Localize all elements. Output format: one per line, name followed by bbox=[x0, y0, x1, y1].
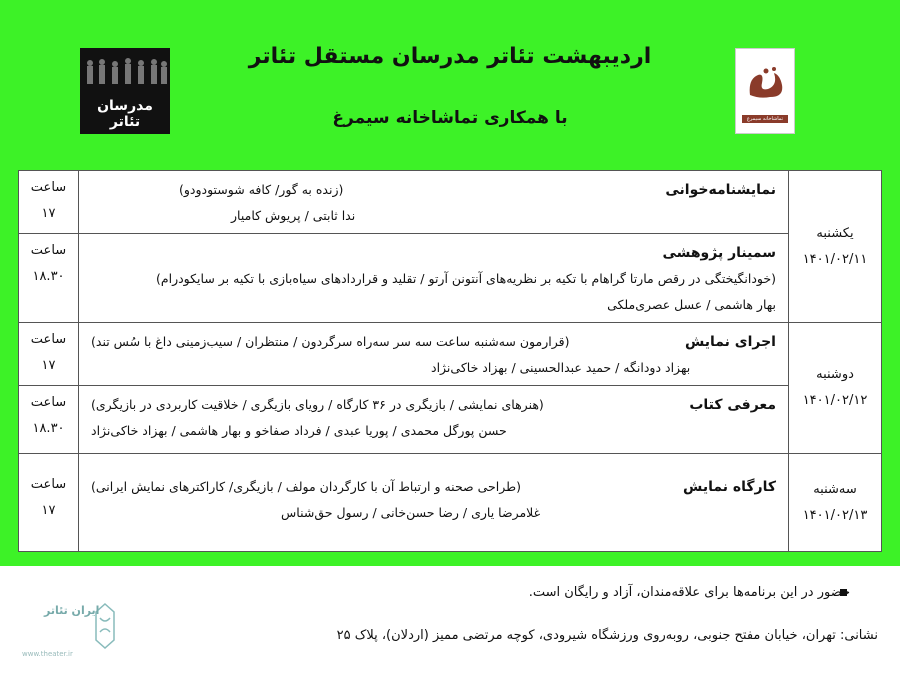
attendance-note: حضور در این برنامه‌ها برای علاقه‌مندان، آزاد و رایگان است. bbox=[528, 585, 850, 600]
event-category: نمایشنامه‌خوانی bbox=[665, 182, 776, 198]
time-cell bbox=[19, 171, 79, 234]
event-theme: (زنده به گور/ کافه شوستودودو) bbox=[179, 182, 344, 197]
event-theme: (قرارمون سه‌شنبه ساعت سه سر سه‌راه سرگردون / منتظران / سیب‌زمینی داغ با سُس تند) bbox=[91, 334, 570, 349]
day-cell bbox=[789, 323, 882, 454]
iran-theater-logo bbox=[22, 598, 120, 664]
page-subtitle: با همکاری تماشاخانه سیمرغ bbox=[332, 108, 568, 128]
day-name: سه‌شنبه bbox=[813, 481, 857, 497]
time-value: ۱۷ bbox=[41, 358, 56, 373]
event-cell bbox=[79, 234, 789, 323]
simorgh-caption: تماشاخانه سیمرغ bbox=[742, 115, 788, 123]
event-cell bbox=[79, 171, 789, 234]
event-theme: (خودانگیختگی در رقص مارتا گراهام با تکیه بر نظریه‌های آنتونن آرتو / تقلید و قراردادهای سیاه‌بازی با تکیه بر سایکودرام) bbox=[155, 271, 776, 286]
modaresan-theater-logo bbox=[80, 48, 170, 134]
day-date: ۱۴۰۱/۰۲/۱۱ bbox=[802, 251, 868, 267]
time-label: ساعت bbox=[30, 332, 67, 347]
event-cell bbox=[79, 454, 789, 552]
day-date: ۱۴۰۱/۰۲/۱۳ bbox=[802, 507, 868, 523]
day-name: یکشنبه bbox=[816, 225, 854, 241]
day-name: دوشنبه bbox=[816, 367, 854, 382]
event-cell bbox=[79, 386, 789, 454]
event-people: بهار هاشمی / عسل عصری‌ملکی bbox=[607, 297, 776, 312]
day-date: ۱۴۰۱/۰۲/۱۲ bbox=[802, 393, 868, 408]
time-label: ساعت bbox=[30, 477, 67, 492]
time-cell bbox=[19, 234, 79, 323]
event-category: سمینار پژوهشی bbox=[662, 245, 776, 261]
schedule-table bbox=[18, 170, 882, 552]
time-cell bbox=[19, 323, 79, 386]
time-label: ساعت bbox=[30, 180, 67, 195]
event-people: غلامرضا یاری / رضا حسن‌خانی / رسول حق‌شناس bbox=[281, 505, 541, 520]
event-people: حسن پورگل محمدی / پوریا عبدی / فرداد صفاخو و بهار هاشمی / بهزاد خاکی‌نژاد bbox=[91, 423, 507, 438]
event-theme: (طراحی صحنه و ارتباط آن با کارگردان مولف / بازیگری/ کاراکترهای نمایش ایرانی) bbox=[91, 479, 521, 494]
event-people: ندا ثابتی / پریوش کامیار bbox=[231, 208, 356, 223]
iran-theater-url: www.theater.ir bbox=[22, 650, 73, 658]
event-theme: (هنرهای نمایشی / بازیگری در ۳۶ کارگاه / رویای بازیگری / خلاقیت کاربردی در بازیگری) bbox=[91, 397, 544, 412]
event-people: بهزاد دودانگه / حمید عبدالحسینی / بهزاد خاکی‌نژاد bbox=[431, 360, 691, 375]
page-title: اردیبهشت تئاتر مدرسان مستقل تئاتر bbox=[248, 44, 652, 69]
crowd-silhouette-icon bbox=[80, 56, 170, 88]
event-category: کارگاه نمایش bbox=[683, 479, 776, 495]
time-value: ۱۷ bbox=[41, 206, 56, 221]
day-cell bbox=[789, 171, 882, 323]
simorgh-calligraphy-icon bbox=[744, 65, 788, 103]
event-cell bbox=[79, 323, 789, 386]
time-value: ۱۷ bbox=[41, 503, 56, 518]
time-cell bbox=[19, 386, 79, 454]
iran-theater-brand: ایران تئاتر bbox=[44, 604, 100, 617]
event-category: اجرای نمایش bbox=[684, 334, 776, 350]
time-value: ۱۸.۳۰ bbox=[32, 269, 65, 284]
venue-address: نشانی: تهران، خیابان مفتح جنوبی، روبه‌روی ورزشگاه شیرودی، کوچه مرتضی ممیز (اردلان)، پلاک ۲۵ bbox=[336, 628, 878, 643]
time-label: ساعت bbox=[30, 395, 67, 410]
time-value: ۱۸.۳۰ bbox=[32, 421, 65, 436]
simorgh-logo bbox=[735, 48, 795, 134]
time-cell bbox=[19, 454, 79, 552]
day-cell bbox=[789, 454, 882, 552]
event-category: معرفی کتاب bbox=[689, 397, 776, 413]
time-label: ساعت bbox=[30, 243, 67, 258]
modaresan-logo-text: مدرسان تئاتر bbox=[97, 98, 153, 130]
